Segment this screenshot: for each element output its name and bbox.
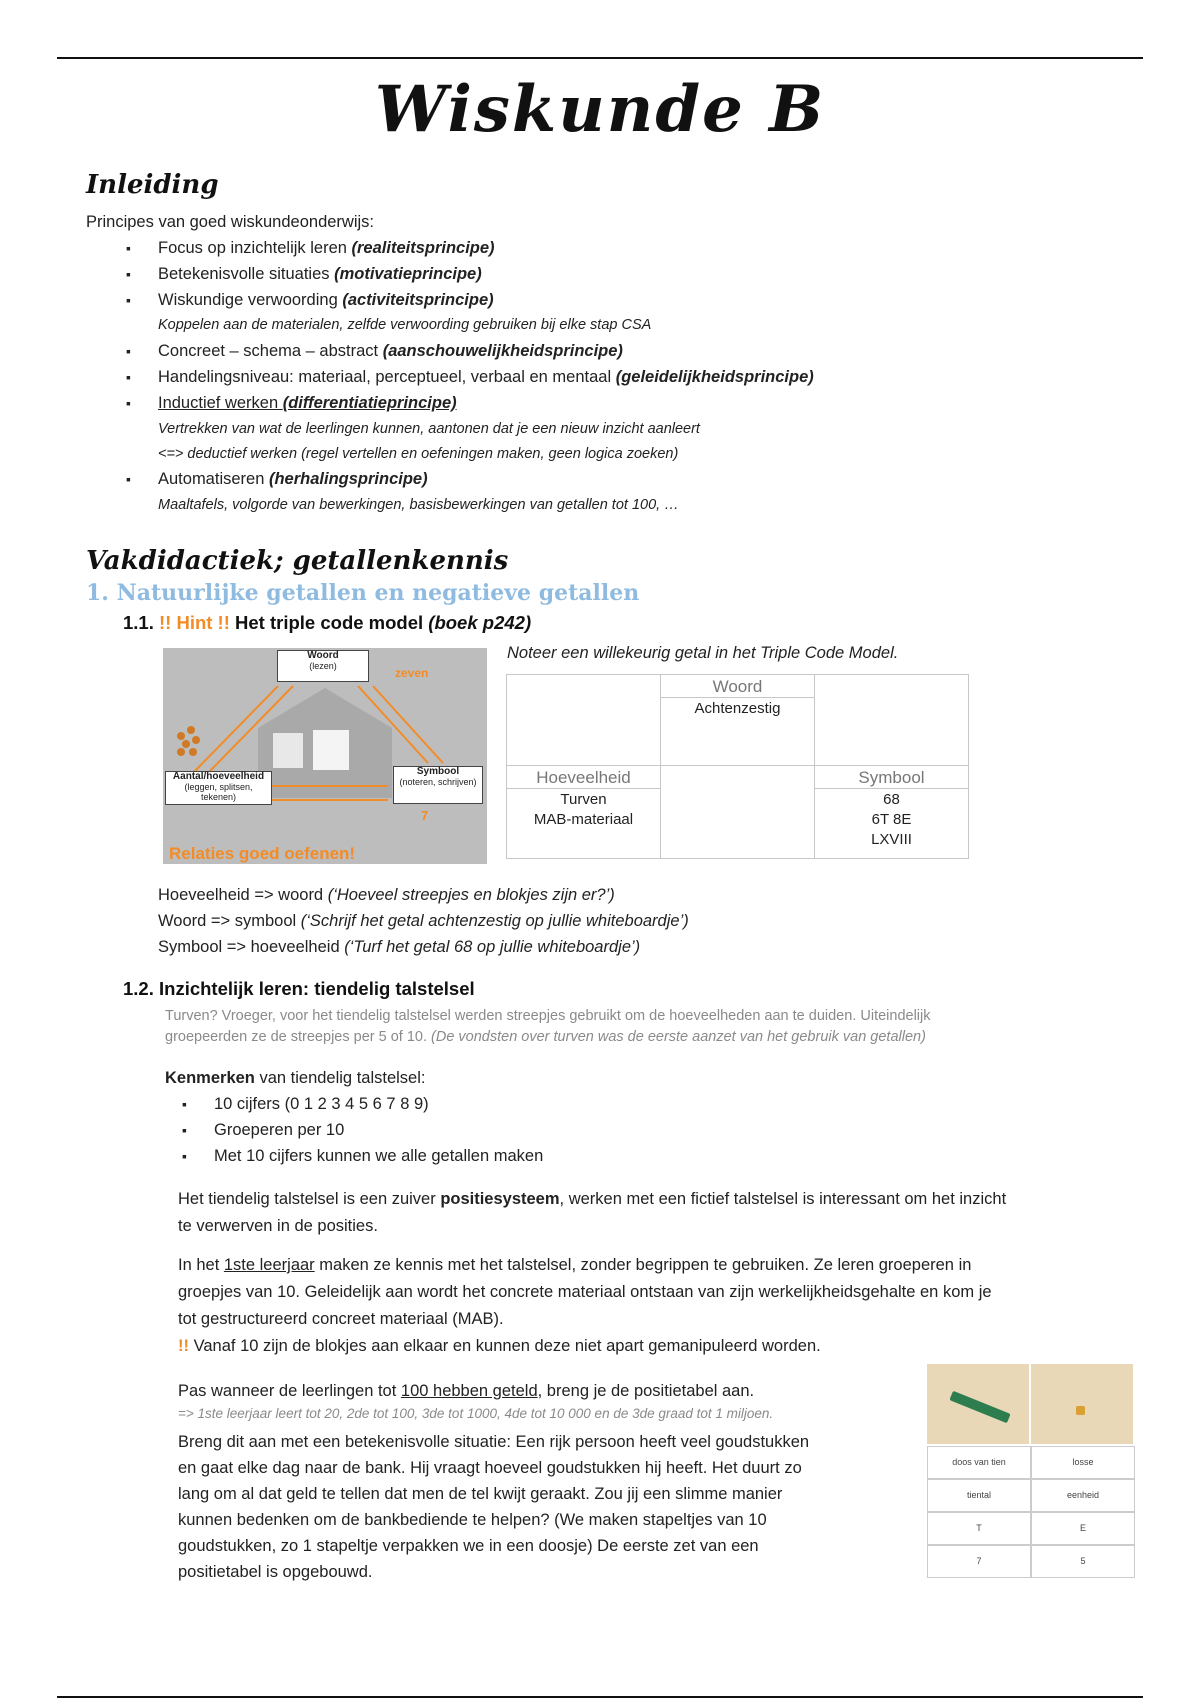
postable-c1-r2: tiental: [927, 1479, 1031, 1512]
relation-1: Hoeveelheid => woord (‘Hoeveel streepjes en blokjes zijn er?’): [158, 886, 615, 904]
symbool-value-3: LXVIII: [871, 831, 912, 848]
symbool-header: Symbool: [858, 768, 925, 787]
woord-box: Woord (lezen): [277, 650, 369, 682]
bottom-rule: [57, 1696, 1143, 1698]
woord-value: Achtenzestig: [661, 697, 814, 717]
principle-6-note2: <=> deductief werken (regel vertellen en oefeningen maken, geen logica zoeken): [158, 446, 679, 462]
tiental-staaf-image: [927, 1364, 1029, 1444]
postable-c2-r1: losse: [1031, 1446, 1135, 1479]
section-1-2-title: 1.2. Inzichtelijk leren: tiendelig talstelsel: [123, 978, 475, 999]
postable-c1-r1: doos van tien: [927, 1446, 1031, 1479]
woord-header: Woord: [712, 677, 763, 696]
hoeveelheid-header: Hoeveelheid: [536, 768, 631, 787]
top-rule: [57, 57, 1143, 59]
page-title: Wiskunde B: [374, 72, 826, 147]
relation-3: Symbool => hoeveelheid (‘Turf het getal 68 op jullie whiteboardje’): [158, 938, 641, 956]
para-leerjaar: In het 1ste leerjaar maken ze kennis met het talstelsel, zonder begrippen te gebruiken. Ze leren groeperen in groepjes van 10. Geleidelijk aan wordt het concrete materiaal ontstaan van zijn werkelijkheidsgehalte en kom je tot gestructureerd concreet materiaal (MAB). !! Vanaf 10 zijn de blokjes aan elkaar en kunnen deze niet apart gemanipuleerd worden.: [178, 1256, 992, 1355]
turven-text-1: Turven? Vroeger, voor het tiendelig talstelsel werden streepjes gebruikt om de hoeveelheden aan te duiden. Uiteindelijk: [165, 1008, 931, 1024]
turven-text-2: groepeerden ze de streepjes per 5 of 10. (De vondsten over turven was de eerste aanzet van het gebruik van getallen): [165, 1029, 926, 1045]
triple-code-figure: [163, 648, 487, 864]
relation-2: Woord => symbool (‘Schrijf het getal achtenzestig op jullie whiteboardje’): [158, 912, 689, 930]
feature-2: ▪ Groeperen per 10: [214, 1119, 344, 1141]
intro-lead: Principes van goed wiskundeonderwijs:: [86, 213, 374, 231]
postable-c1-r3: T: [927, 1512, 1031, 1545]
principle-6: ▪ Inductief werken (differentiatieprincipe): [158, 392, 457, 414]
tcm-instruction: Noteer een willekeurig getal in het Triple Code Model.: [507, 644, 899, 662]
para-positietabel: Pas wanneer de leerlingen tot 100 hebben geteld, breng je de positietabel aan.: [178, 1382, 755, 1400]
symbool-value-1: 68: [815, 788, 968, 808]
postable-c2-r3: E: [1031, 1512, 1135, 1545]
hint-label: !! Hint !!: [159, 612, 230, 633]
vak-heading: Vakdidactiek; getallenkennis: [86, 546, 509, 576]
triple-code-table: [506, 674, 969, 859]
principle-7-note: Maaltafels, volgorde van bewerkingen, basisbewerkingen van getallen tot 100, …: [158, 497, 679, 513]
principle-6-note: Vertrekken van wat de leerlingen kunnen, aantonen dat je een nieuw inzicht aanleert: [158, 421, 700, 437]
principle-3: ▪ Wiskundige verwoording (activiteitsprincipe): [158, 289, 494, 311]
zeven-label: zeven: [395, 666, 429, 680]
hoeveelheid-value-1: Turven: [507, 788, 660, 808]
relaties-label: Relaties goed oefenen!: [169, 844, 356, 863]
aantal-box: Aantal/hoeveelheid (leggen, splitsen, tekenen): [165, 771, 272, 805]
para-goudstukken: Breng dit aan met een betekenisvolle situatie: Een rijk persoon heeft veel goudstukken en gaat elke dag naar de bank. Hij vraagt hoeveel goudstukken hij heeft. Het duurt zo lang om al dat geld te tellen dat men de tel kwijt geraakt. Zou jij een slimme manier kunnen bedenken om de bankbediende te helpen? (We maken stapeltjes van 10 goudstukken, zo 1 stapeltje verpakken we in een doosje) De eerste zet van een positietabel is opgebouwd.: [178, 1433, 810, 1581]
intro-heading: Inleiding: [86, 170, 219, 200]
kenmerken-lead: Kenmerken van tiendelig talstelsel:: [165, 1069, 426, 1087]
principle-2: ▪ Betekenisvolle situaties (motivatieprincipe): [158, 263, 482, 285]
symbool-box: Symbool (noteren, schrijven): [393, 766, 483, 804]
eenheid-blokje-image: [1031, 1364, 1133, 1444]
principle-5: ▪ Handelingsniveau: materiaal, perceptueel, verbaal en mentaal (geleidelijkheidsprincipe): [158, 366, 814, 388]
para-leerjaren-grey: => 1ste leerjaar leert tot 20, 2de tot 100, 3de tot 1000, 4de tot 10 000 en de 3de graad tot 1 miljoen.: [178, 1406, 774, 1421]
postable-c2-r4: 5: [1031, 1545, 1135, 1578]
section-1-title: 1. Natuurlijke getallen en negatieve getallen: [86, 580, 640, 606]
postable-c2-r2: eenheid: [1031, 1479, 1135, 1512]
principle-1: ▪ Focus op inzichtelijk leren (realiteitsprincipe): [158, 237, 495, 259]
section-1-1-title: 1.1. !! Hint !! Het triple code model (boek p242): [123, 612, 532, 633]
symbool-value-2: 6T 8E: [871, 811, 912, 828]
postable-c1-r4: 7: [927, 1545, 1031, 1578]
feature-3: ▪ Met 10 cijfers kunnen we alle getallen maken: [214, 1145, 543, 1167]
feature-1: ▪ 10 cijfers (0 1 2 3 4 5 6 7 8 9): [214, 1093, 429, 1115]
principle-7: ▪ Automatiseren (herhalingsprincipe): [158, 468, 428, 490]
warning-mark: !!: [178, 1337, 189, 1355]
seven-label: 7: [421, 808, 429, 823]
principle-4: ▪ Concreet – schema – abstract (aanschouwelijkheidsprincipe): [158, 340, 623, 362]
hoeveelheid-value-2: MAB-materiaal: [533, 811, 634, 828]
para-positiesysteem: Het tiendelig talstelsel is een zuiver positiesysteem, werken met een fictief talstelsel is interessant om het inzicht te verwerven in de posities.: [178, 1190, 1007, 1235]
principle-3-note: Koppelen aan de materialen, zelfde verwoording gebruiken bij elke stap CSA: [158, 317, 652, 333]
